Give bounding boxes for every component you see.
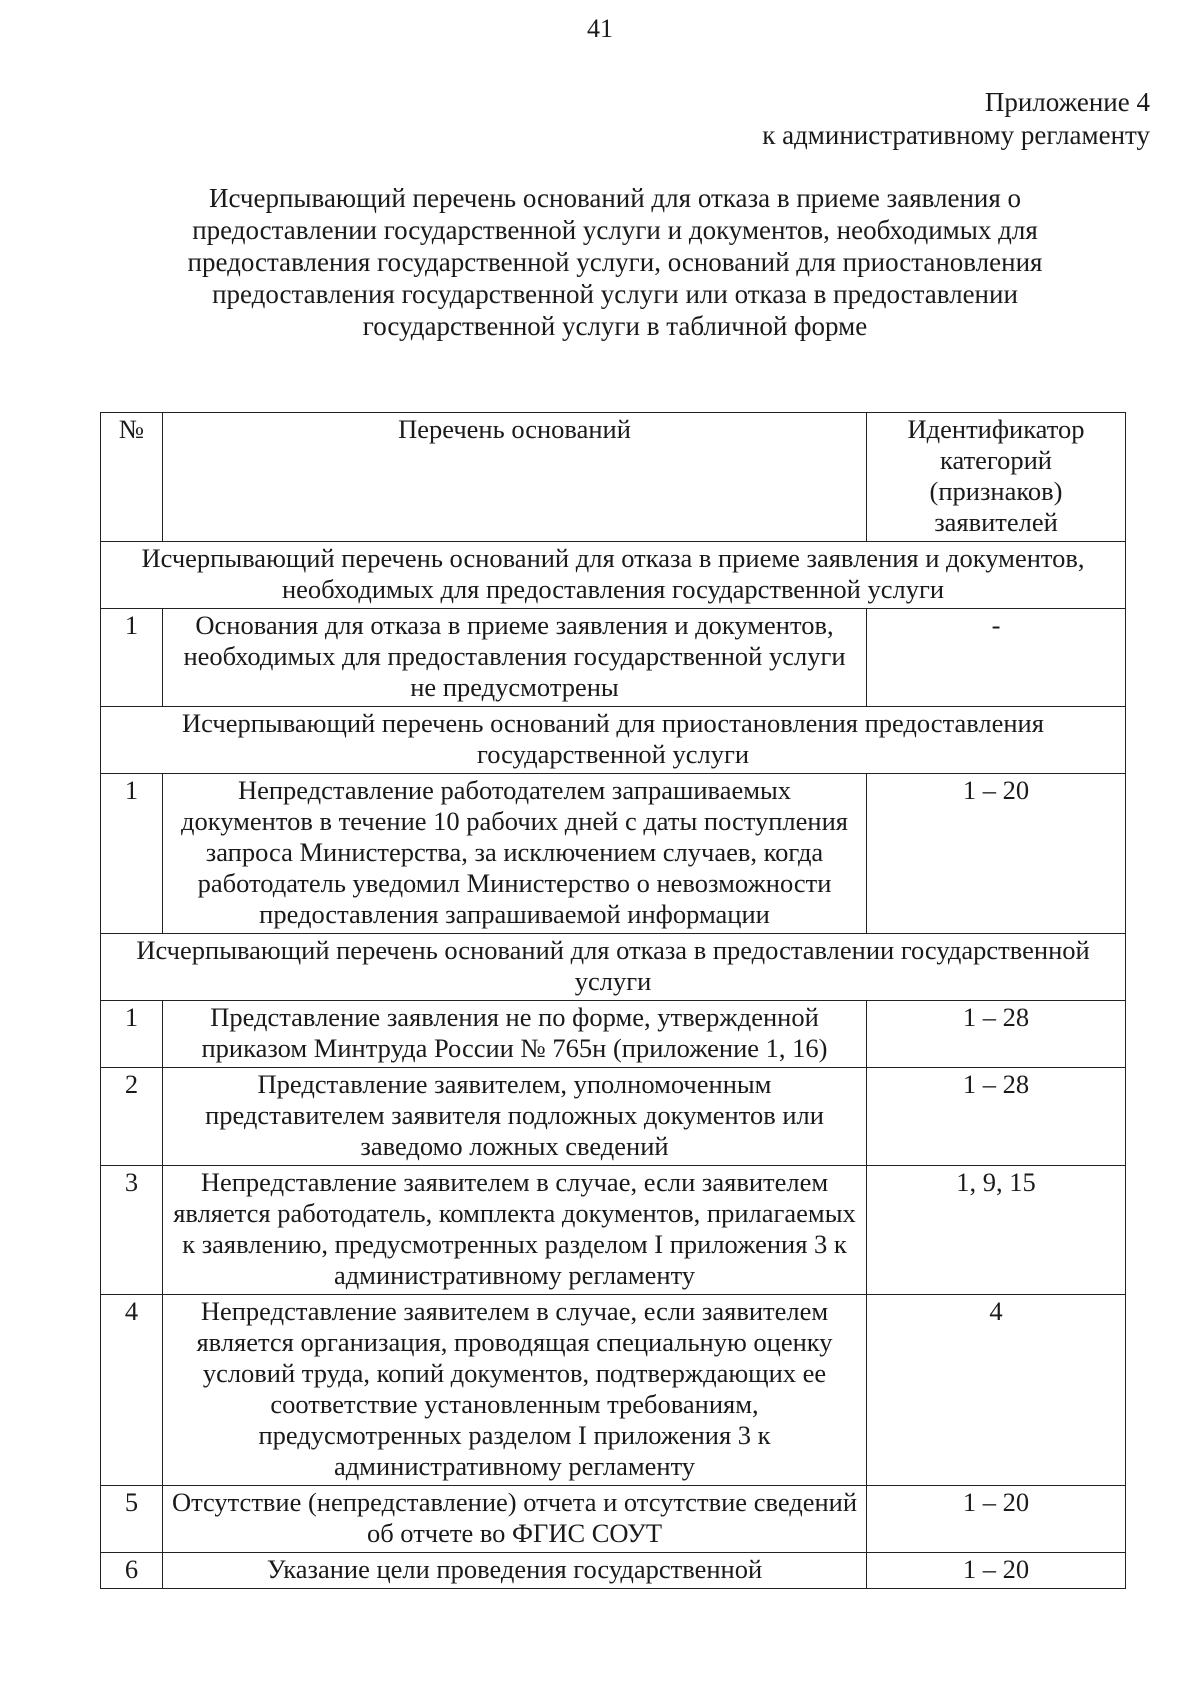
table-header-row bbox=[101, 413, 1126, 542]
document-title: Исчерпывающий перечень оснований для отказа в приеме заявления о предоставлении государственной услуги и документов, необходимых для предоставления государственной услуги, оснований для приостановления предоставления государственной услуги или отказа в предоставлении государственной услуги в табличной форме bbox=[187, 183, 1043, 341]
section-title-refusal-service: Исчерпывающий перечень оснований для отказа в предоставлении государственной услуги bbox=[101, 934, 1126, 1001]
row-category-id: 1 – 20 bbox=[867, 1486, 1126, 1553]
row-ground-text: Непредставление работодателем запрашиваемых документов в течение 10 рабочих дней с даты поступления запроса Министерства, за исключением случаев, когда работодатель уведомил Министерство о невозможности предоставления запрашиваемой информации bbox=[163, 774, 867, 934]
row-category-id: 1 – 20 bbox=[867, 1553, 1126, 1589]
table-row bbox=[101, 1001, 1126, 1068]
table-row bbox=[101, 774, 1126, 934]
row-category-id: 4 bbox=[867, 1295, 1126, 1486]
row-number: 1 bbox=[101, 774, 163, 934]
row-category-id: 1, 9, 15 bbox=[867, 1166, 1126, 1295]
section-title-suspension: Исчерпывающий перечень оснований для приостановления предоставления государственной услуги bbox=[101, 707, 1126, 774]
row-ground-text: Основания для отказа в приеме заявления и документов, необходимых для предоставления государственной услуги не предусмотрены bbox=[163, 609, 867, 707]
appendix-label bbox=[630, 86, 1150, 152]
header-grounds-list: Перечень оснований bbox=[163, 413, 867, 542]
row-category-id: 1 – 28 bbox=[867, 1068, 1126, 1166]
header-applicant-category-id: Идентификатор категорий (признаков) заявителей bbox=[867, 413, 1126, 542]
grounds-table bbox=[100, 412, 1126, 1589]
table-row bbox=[101, 1486, 1126, 1553]
row-ground-text: Отсутствие (непредставление) отчета и отсутствие сведений об отчете во ФГИС СОУТ bbox=[163, 1486, 867, 1553]
row-ground-text: Указание цели проведения государственной bbox=[163, 1553, 867, 1589]
page-number: 41 bbox=[587, 14, 613, 43]
section-title-refusal-acceptance: Исчерпывающий перечень оснований для отказа в приеме заявления и документов, необходимых для предоставления государственной услуги bbox=[101, 542, 1126, 609]
section-header-row bbox=[101, 542, 1126, 609]
row-category-id: 1 – 20 bbox=[867, 774, 1126, 934]
row-number: 1 bbox=[101, 1001, 163, 1068]
row-ground-text: Представление заявления не по форме, утвержденной приказом Минтруда России № 765н (приложение 1, 16) bbox=[163, 1001, 867, 1068]
appendix-line-2: к административному регламенту bbox=[762, 120, 1150, 150]
table-row bbox=[101, 1295, 1126, 1486]
row-ground-text: Представление заявителем, уполномоченным представителем заявителя подложных документов или заведомо ложных сведений bbox=[163, 1068, 867, 1166]
appendix-line-1: Приложение 4 bbox=[984, 87, 1150, 117]
row-category-id: 1 – 28 bbox=[867, 1001, 1126, 1068]
header-number: № bbox=[101, 413, 163, 542]
row-number: 2 bbox=[101, 1068, 163, 1166]
table-row bbox=[101, 1553, 1126, 1589]
section-header-row bbox=[101, 934, 1126, 1001]
row-number: 5 bbox=[101, 1486, 163, 1553]
row-number: 3 bbox=[101, 1166, 163, 1295]
row-number: 1 bbox=[101, 609, 163, 707]
row-ground-text: Непредставление заявителем в случае, если заявителем является организация, проводящая специальную оценку условий труда, копий документов, подтверждающих ее соответствие установленным требованиям, предусмотренных разделом I приложения 3 к административному регламенту bbox=[163, 1295, 867, 1486]
section-header-row bbox=[101, 707, 1126, 774]
row-ground-text: Непредставление заявителем в случае, если заявителем является работодатель, комплекта документов, прилагаемых к заявлению, предусмотренных разделом I приложения 3 к административному регламенту bbox=[163, 1166, 867, 1295]
row-number: 6 bbox=[101, 1553, 163, 1589]
table-row bbox=[101, 1166, 1126, 1295]
table-row bbox=[101, 1068, 1126, 1166]
row-category-id: - bbox=[867, 609, 1126, 707]
row-number: 4 bbox=[101, 1295, 163, 1486]
table-row bbox=[101, 609, 1126, 707]
